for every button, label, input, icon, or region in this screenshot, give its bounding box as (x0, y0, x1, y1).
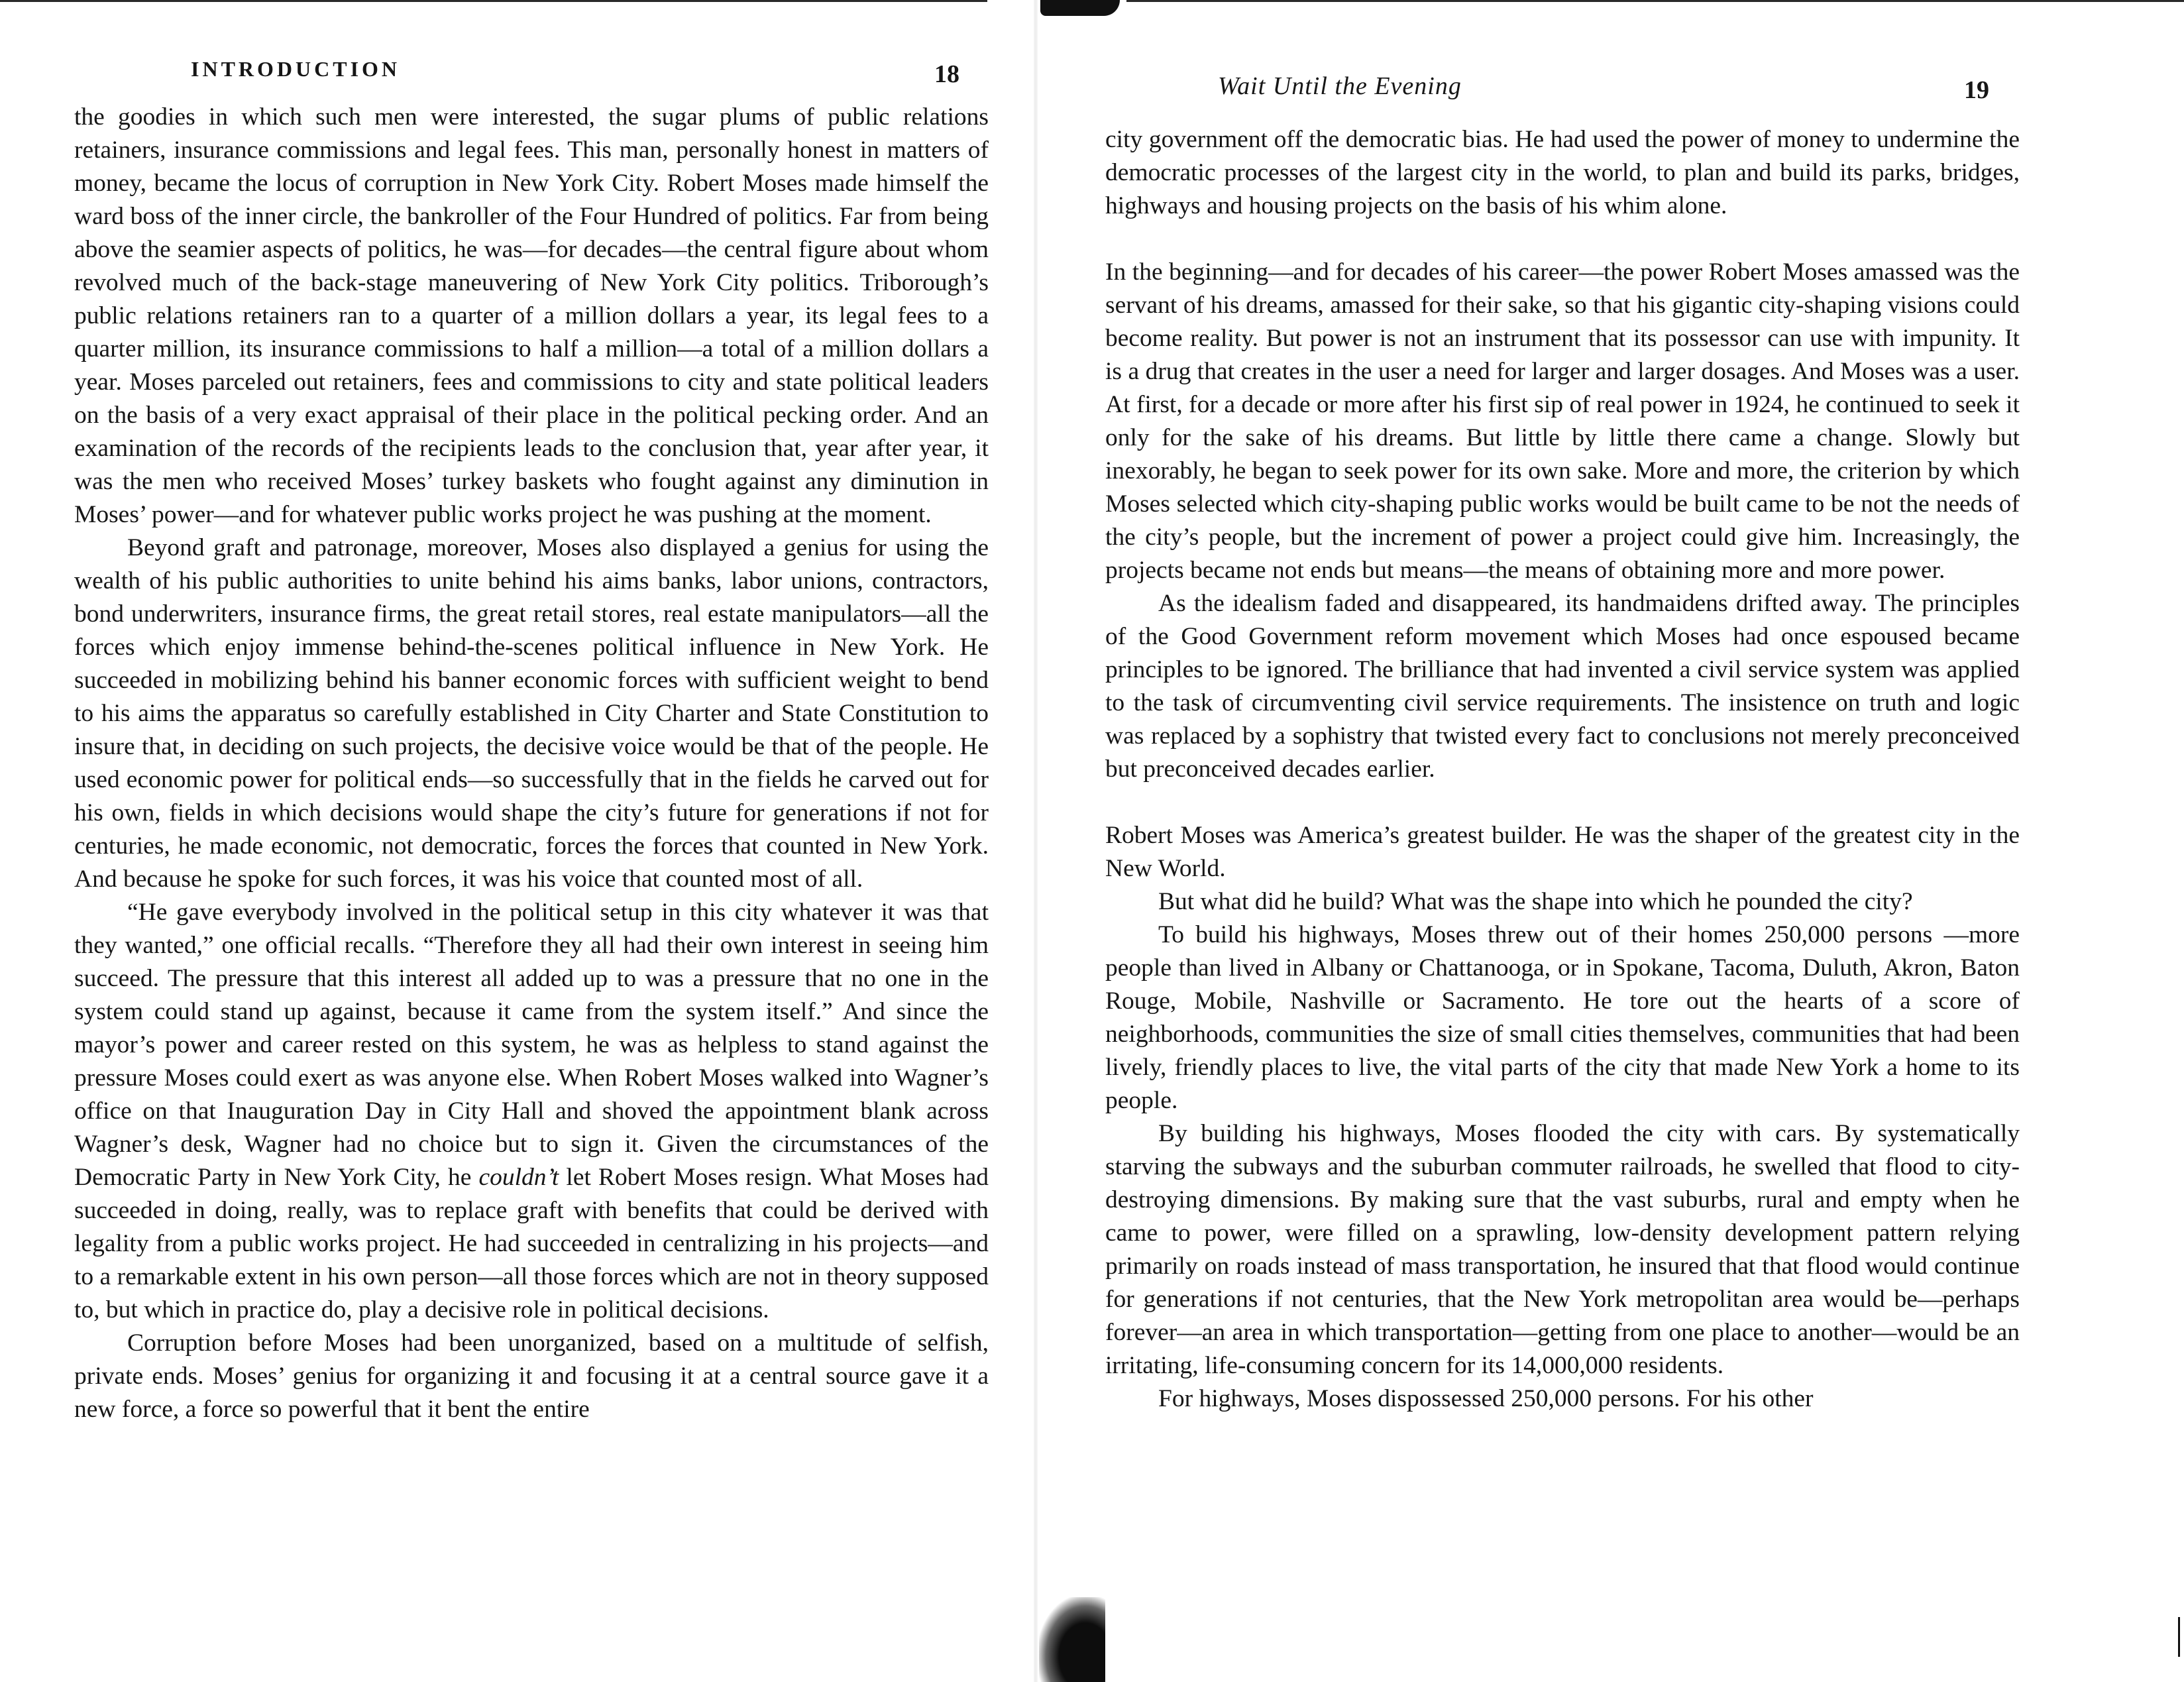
left-page-body (74, 101, 989, 1426)
section-break (1105, 223, 2020, 256)
paragraph-text: let Robert Moses resign. What Moses had succeeded in doing, really, was to replace graft with benefits that could be derived with legality from a public works project. He had succeeded in centralizing in his projects—and to a remarkable extent in his own person—all those forces which are not in theory supposed to, but which in practice do, play a decisive role in political decisions. (74, 1164, 989, 1323)
paragraph: Corruption before Moses had been unorganized, based on a multitude of selfish, private ends. Moses’ genius for organizing it and focusing it at a central source gave it a new force, a force so powerful that it bent the entire (74, 1329, 989, 1423)
page-number-right: 19 (1964, 76, 1989, 104)
page-number-left: 18 (934, 60, 959, 88)
section-break (1105, 786, 2020, 819)
left-page (74, 0, 989, 1682)
right-page (1105, 0, 2020, 1682)
paragraph: Beyond graft and patronage, moreover, Moses also displayed a genius for using the wealth of his public authorities to unite behind his aims banks, labor unions, contractors, bond underwriters, insurance firms, the great retail stores, real estate manipulators—all the forces which enjoy immense behind-the-scenes political influence in New York. He succeeded in mobilizing behind his banner economic forces with sufficient weight to bend to his aims the apparatus so carefully established in City Charter and State Constitution to insure that, in deciding on such projects, the decisive voice would be that of the people. He used economic power for political ends—so successfully that in the fields he carved out for his own, fields in which decisions would shape the city’s future for generations if not for centuries, he made economic, not democratic, forces the forces that counted in New York. And because he spoke for such forces, it was his voice that counted most of all. (74, 534, 989, 893)
paragraph: As the idealism faded and disappeared, its handmaidens drifted away. The principles of the Good Government reform movement which Moses had once espoused became principles to be ignored. The brilliance that had invented a civil service system was applied to the task of circumventing civil service requirements. The insistence on truth and logic was replaced by a sophistry that twisted every fact to conclusions not merely preconceived but preconceived decades earlier. (1105, 590, 2020, 783)
running-head-left: INTRODUCTION (191, 57, 401, 81)
paragraph: But what did he build? What was the shape into which he pounded the city? (1158, 888, 1913, 915)
running-head-right: Wait Until the Evening (1218, 72, 1462, 100)
italic-emphasis: couldn’t (478, 1164, 559, 1191)
paragraph: To build his highways, Moses threw out of their homes 250,000 persons —more people than lived in Albany or Chattanooga, or in Spokane, Tacoma, Duluth, Akron, Baton Rouge, Mobile, Nashville or Sacramento. He tore out the hearts of a score of neighborhoods, communities the size of small cities themselves, communities that had been lively, friendly places to live, the vital parts of the city that made New York a home to its people. (1105, 921, 2020, 1114)
paragraph: For highways, Moses dispossessed 250,000 persons. For his other (1158, 1385, 1814, 1412)
page-edge-mark (2178, 1617, 2180, 1657)
paragraph-text: “He gave everybody involved in the political setup in this city whatever it was that they wanted,” one official recalls. “Therefore they all had their own interest in seeing him succeed. The pressure that this interest all added up to was a pressure that no one in the system could stand up against, because it came from the system itself.” And since the mayor’s power and career rested on this system, he was as helpless to stand against the pressure Moses could exert as was anyone else. When Robert Moses walked into Wagner’s office on that Inauguration Day in City Hall and shoved the appointment blank across Wagner’s desk, Wagner had no choice but to sign it. Given the circumstances of the Democratic Party in New York City, he (74, 899, 989, 1191)
paragraph: In the beginning—and for decades of his career—the power Robert Moses amassed was the servant of his dreams, amassed for their sake, so that his gigantic city-shaping visions could become reality. But power is not an instrument that its possessor can use with impunity. It is a drug that creates in the user a need for larger and larger dosages. And Moses was a user. At first, for a decade or more after his first sip of real power in 1924, he continued to seek it only for the sake of his dreams. But little by little there came a change. Slowly but inexorably, he began to seek power for its own sake. More and more, the criterion by which Moses selected which city-shaping public works would be built came to be not the needs of the city’s people, but the increment of power a project could give him. Increasingly, the projects became not ends but means—the means of obtaining more and more power. (1105, 258, 2020, 584)
book-spine (1034, 0, 1038, 1682)
paragraph: city government off the democratic bias. He had used the power of money to undermine the democratic processes of the largest city in the world, to plan and build its parks, bridges, highways and housing projects on the basis of his whim alone. (1105, 126, 2020, 219)
paragraph: the goodies in which such men were interested, the sugar plums of public relations retainers, insurance commissions and legal fees. This man, personally honest in matters of money, became the locus of corruption in New York City. Robert Moses made himself the ward boss of the inner circle, the bankroller of the Four Hundred of politics. Far from being above the seamier aspects of politics, he was—for decades—the central figure about whom revolved much of the back-stage maneuvering of New York City politics. Triborough’s public relations retainers ran to a quarter of a million dollars a year, its legal fees to a quarter million, its insurance commissions to half a million—a total of a million dollars a year. Moses parceled out retainers, fees and commissions to city and state political leaders on the basis of a very exact appraisal of their place in the political pecking order. And an examination of the records of the recipients leads to the conclusion that, year after year, it was the men who received Moses’ turkey baskets who fought against any diminution in Moses’ power—and for whatever public works project he was pushing at the moment. (74, 103, 989, 528)
paragraph (74, 896, 989, 1327)
scan-ink-smudge (1039, 1597, 1105, 1682)
paragraph: By building his highways, Moses flooded the city with cars. By systematically starving the subways and the suburban commuter railroads, he swelled that flood to city-destroying dimensions. By making sure that the vast suburbs, rural and empty when he came to power, were filled on a sprawling, low-density development pattern relying primarily on roads instead of mass transportation, he insured that that flood would continue for generations if not centuries, that the New York metropolitan area would be—perhaps forever—an area in which transportation—getting from one place to another—would be an irritating, life-consuming concern for its 14,000,000 residents. (1105, 1120, 2020, 1379)
paragraph: Robert Moses was America’s greatest builder. He was the shaper of the greatest city in the New World. (1105, 822, 2020, 882)
right-page-body (1105, 123, 2020, 1416)
